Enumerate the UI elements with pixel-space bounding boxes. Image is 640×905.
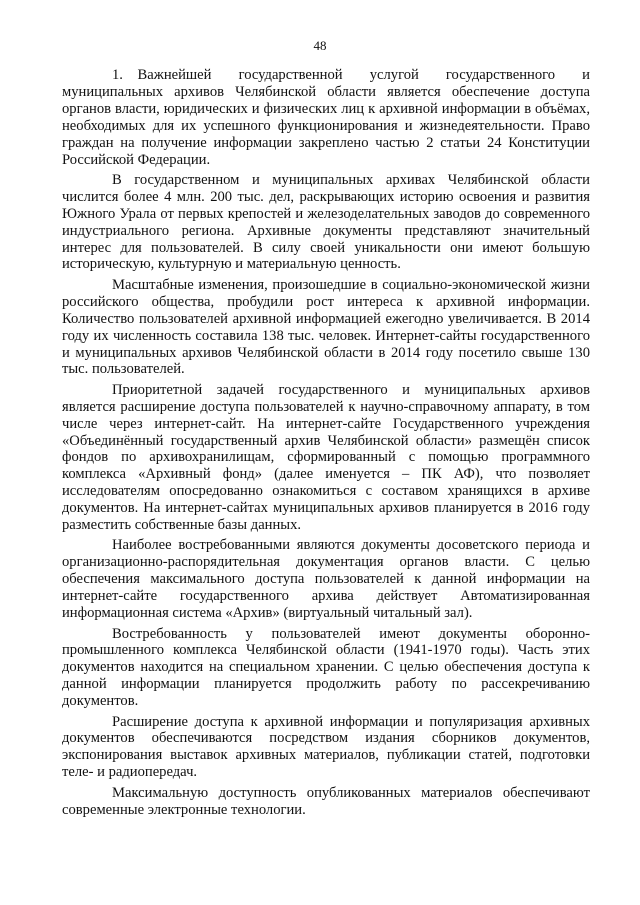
document-body — [62, 67, 590, 822]
paragraph-5: Наиболее востребованными являются документы досоветского периода и организационно-распорядительная документация органов власти. С целью обеспечения максимального доступа пользователей к данной информации на интернет-сайте государственного архива действует Автоматизированная информационная система «Архив» (виртуальный читальный зал). — [62, 537, 590, 622]
page-number: 48 — [313, 38, 327, 53]
paragraph-8: Максимальную доступность опубликованных материалов обеспечивают современные электронные технологии. — [62, 784, 590, 818]
paragraph-2: В государственном и муниципальных архивах Челябинской области числится более 4 млн. 200 тыс. дел, раскрывающих историю освоения и развития Южного Урала от первых крепостей и железоделательных заводов до современного индустриального региона. Архивные документы представляют значительный интерес для пользователей. В силу своей уникальности они имеют большую историческую, культурную и материальную ценность. — [62, 171, 590, 273]
paragraph-3: Масштабные изменения, произошедшие в социально-экономической жизни российского общества, пробудили рост интереса к архивной информации. Количество пользователей архивной информацией ежегодно увеличивается. В 2014 году их численность составила 138 тыс. человек. Интернет-сайты государственного и муниципальных архивов Челябинской области в 2014 году посетило свыше 130 тыс. пользователей. — [62, 276, 590, 378]
paragraph-7: Расширение доступа к архивной информации и популяризация архивных документов обеспечиваются посредством издания сборников документов, экспонирования выставок архивных материалов, публикации статей, подготовки теле- и радиопередач. — [62, 713, 590, 781]
paragraph-4: Приоритетной задачей государственного и муниципальных архивов является расширение доступа пользователей к научно-справочному аппарату, в том числе через интернет-сайт. На интернет-сайте Государственного учреждения «Объединённый государственный архив Челябинской области» размещён список фондов по архивохранилищам, сформированный с помощью программного комплекса «Архивный фонд» (далее именуется – ПК АФ), что позволяет исследователям опосредованно ознакомиться с составом хранящихся в архиве документов. На интернет-сайтах муниципальных архивов планируется в 2016 году разместить собственные базы данных. — [62, 381, 590, 534]
paragraph-1: 1. Важнейшей государственной услугой государственного и муниципальных архивов Челябинской области является обеспечение доступа органов власти, юридических и физических лиц к архивной информации в объёмах, необходимых для их успешного функционирования и жизнедеятельности. Право граждан на получение информации закреплено частью 2 статьи 24 Конституции Российской Федерации. — [62, 67, 590, 168]
paragraph-6: Востребованность у пользователей имеют документы оборонно-промышленного комплекса Челябинской области (1941-1970 годы). Часть этих документов находится на специальном хранении. С целью обеспечения доступа к данной информации планируется продолжить работу по рассекречиванию документов. — [62, 625, 590, 710]
